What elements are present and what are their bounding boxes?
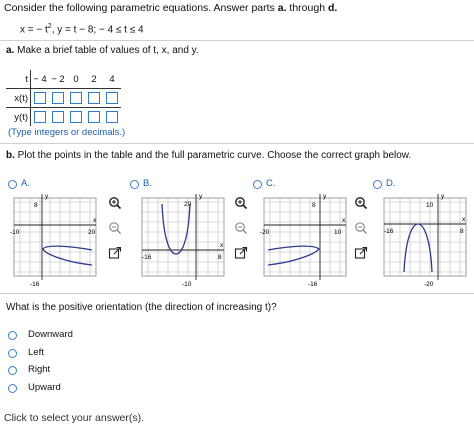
y-input[interactable] — [52, 111, 64, 123]
svg-text:20: 20 — [184, 201, 192, 208]
y-bottom-tick: -16 — [30, 281, 40, 288]
open-external-icon[interactable] — [354, 246, 368, 263]
svg-text:8: 8 — [312, 202, 316, 209]
t-value: − 4 — [31, 70, 50, 89]
x-input[interactable] — [106, 92, 118, 104]
option-d-radio[interactable] — [373, 180, 382, 189]
svg-text:x: x — [462, 216, 466, 223]
graph-c — [260, 192, 350, 292]
choice-downward-label[interactable]: Downward — [28, 329, 73, 340]
y-input[interactable] — [106, 111, 118, 123]
intro-part-a: a. — [277, 2, 287, 14]
svg-text:-16: -16 — [142, 254, 152, 261]
y-input[interactable] — [88, 111, 100, 123]
y-input[interactable] — [70, 111, 82, 123]
graph-a — [10, 192, 100, 292]
svg-text:10: 10 — [426, 202, 434, 209]
footer-instruction: Click to select your answer(s). — [4, 412, 145, 424]
x-axis-label: x — [93, 217, 97, 224]
choice-upward-radio[interactable] — [8, 384, 17, 393]
table-row-y — [6, 108, 121, 127]
option-c-radio[interactable] — [253, 180, 262, 189]
graph-d — [380, 192, 470, 292]
svg-text:y: y — [199, 193, 203, 200]
input-hint: (Type integers or decimals.) — [8, 127, 126, 138]
row-label-y: y(t) — [6, 108, 31, 127]
x-left-tick: -10 — [10, 229, 20, 236]
svg-text:y: y — [441, 193, 445, 200]
svg-text:-16: -16 — [308, 281, 318, 288]
zoom-out-icon[interactable] — [234, 221, 248, 238]
part-a-label: a. — [6, 45, 15, 56]
graph-b — [138, 192, 228, 292]
option-c-label[interactable]: C. — [266, 178, 276, 189]
values-table — [6, 70, 121, 126]
y-top-tick: 8 — [34, 202, 38, 209]
option-b-radio[interactable] — [130, 180, 139, 189]
svg-text:-16: -16 — [384, 228, 394, 235]
t-value: 2 — [85, 70, 103, 89]
open-external-icon[interactable] — [108, 246, 122, 263]
svg-text:-20: -20 — [260, 229, 270, 236]
choice-downward-radio[interactable] — [8, 331, 17, 340]
row-label-t: t — [6, 70, 31, 89]
open-external-icon[interactable] — [234, 246, 248, 263]
zoom-out-icon[interactable] — [108, 221, 122, 238]
equation — [20, 23, 144, 35]
t-value: 0 — [67, 70, 85, 89]
x-input[interactable] — [34, 92, 46, 104]
svg-text:y: y — [323, 193, 327, 200]
table-row-x — [6, 89, 121, 108]
divider — [0, 293, 474, 294]
choice-left-label[interactable]: Left — [28, 347, 44, 358]
row-label-x: x(t) — [6, 89, 31, 108]
y-input[interactable] — [34, 111, 46, 123]
zoom-in-icon[interactable] — [108, 196, 122, 213]
t-value: 4 — [103, 70, 121, 89]
intro-text: Consider the following parametric equations. Answer parts — [4, 2, 275, 14]
x-input[interactable] — [70, 92, 82, 104]
svg-text:10: 10 — [334, 229, 342, 236]
choice-upward-label[interactable]: Upward — [28, 382, 61, 393]
equation-exponent: 2 — [47, 23, 52, 30]
choice-left-radio[interactable] — [8, 349, 17, 358]
svg-text:8: 8 — [218, 254, 222, 261]
option-b-label[interactable]: B. — [143, 178, 152, 189]
part-a-prompt — [6, 45, 199, 56]
t-value: − 2 — [49, 70, 67, 89]
table-row-t — [6, 70, 121, 89]
svg-text:x: x — [342, 217, 346, 224]
choice-right-label[interactable]: Right — [28, 364, 51, 375]
part-b-text: Plot the points in the table and the full parametric curve. Choose the correct graph below. — [17, 150, 412, 161]
y-axis-label: y — [45, 193, 49, 200]
x-right-tick: 20 — [88, 229, 96, 236]
svg-text:-10: -10 — [182, 281, 192, 288]
curve — [162, 204, 190, 254]
curve — [404, 224, 432, 272]
intro-part-d: d. — [327, 2, 338, 14]
choice-right-radio[interactable] — [8, 366, 17, 375]
option-a-label[interactable]: A. — [21, 178, 30, 189]
svg-text:8: 8 — [460, 228, 464, 235]
x-input[interactable] — [88, 92, 100, 104]
question-intro — [4, 2, 337, 14]
zoom-in-icon[interactable] — [234, 196, 248, 213]
divider — [0, 143, 474, 144]
equation-x: x = − t — [20, 24, 48, 36]
x-input[interactable] — [52, 92, 64, 104]
equation-rest: , y = t − 8; − 4 ≤ t ≤ 4 — [51, 24, 144, 36]
option-d-label[interactable]: D. — [386, 178, 396, 189]
zoom-out-icon[interactable] — [354, 221, 368, 238]
svg-text:x: x — [220, 242, 224, 249]
part-a-text: Make a brief table of values of t, x, and y. — [17, 45, 199, 56]
divider — [0, 40, 474, 41]
intro-through: through — [286, 2, 328, 14]
part-b-prompt — [6, 150, 411, 161]
option-a-radio[interactable] — [8, 180, 17, 189]
svg-text:-20: -20 — [424, 281, 434, 288]
part-c-prompt: What is the positive orientation (the direction of increasing t)? — [6, 302, 277, 313]
part-b-label: b. — [6, 150, 15, 161]
zoom-in-icon[interactable] — [354, 196, 368, 213]
